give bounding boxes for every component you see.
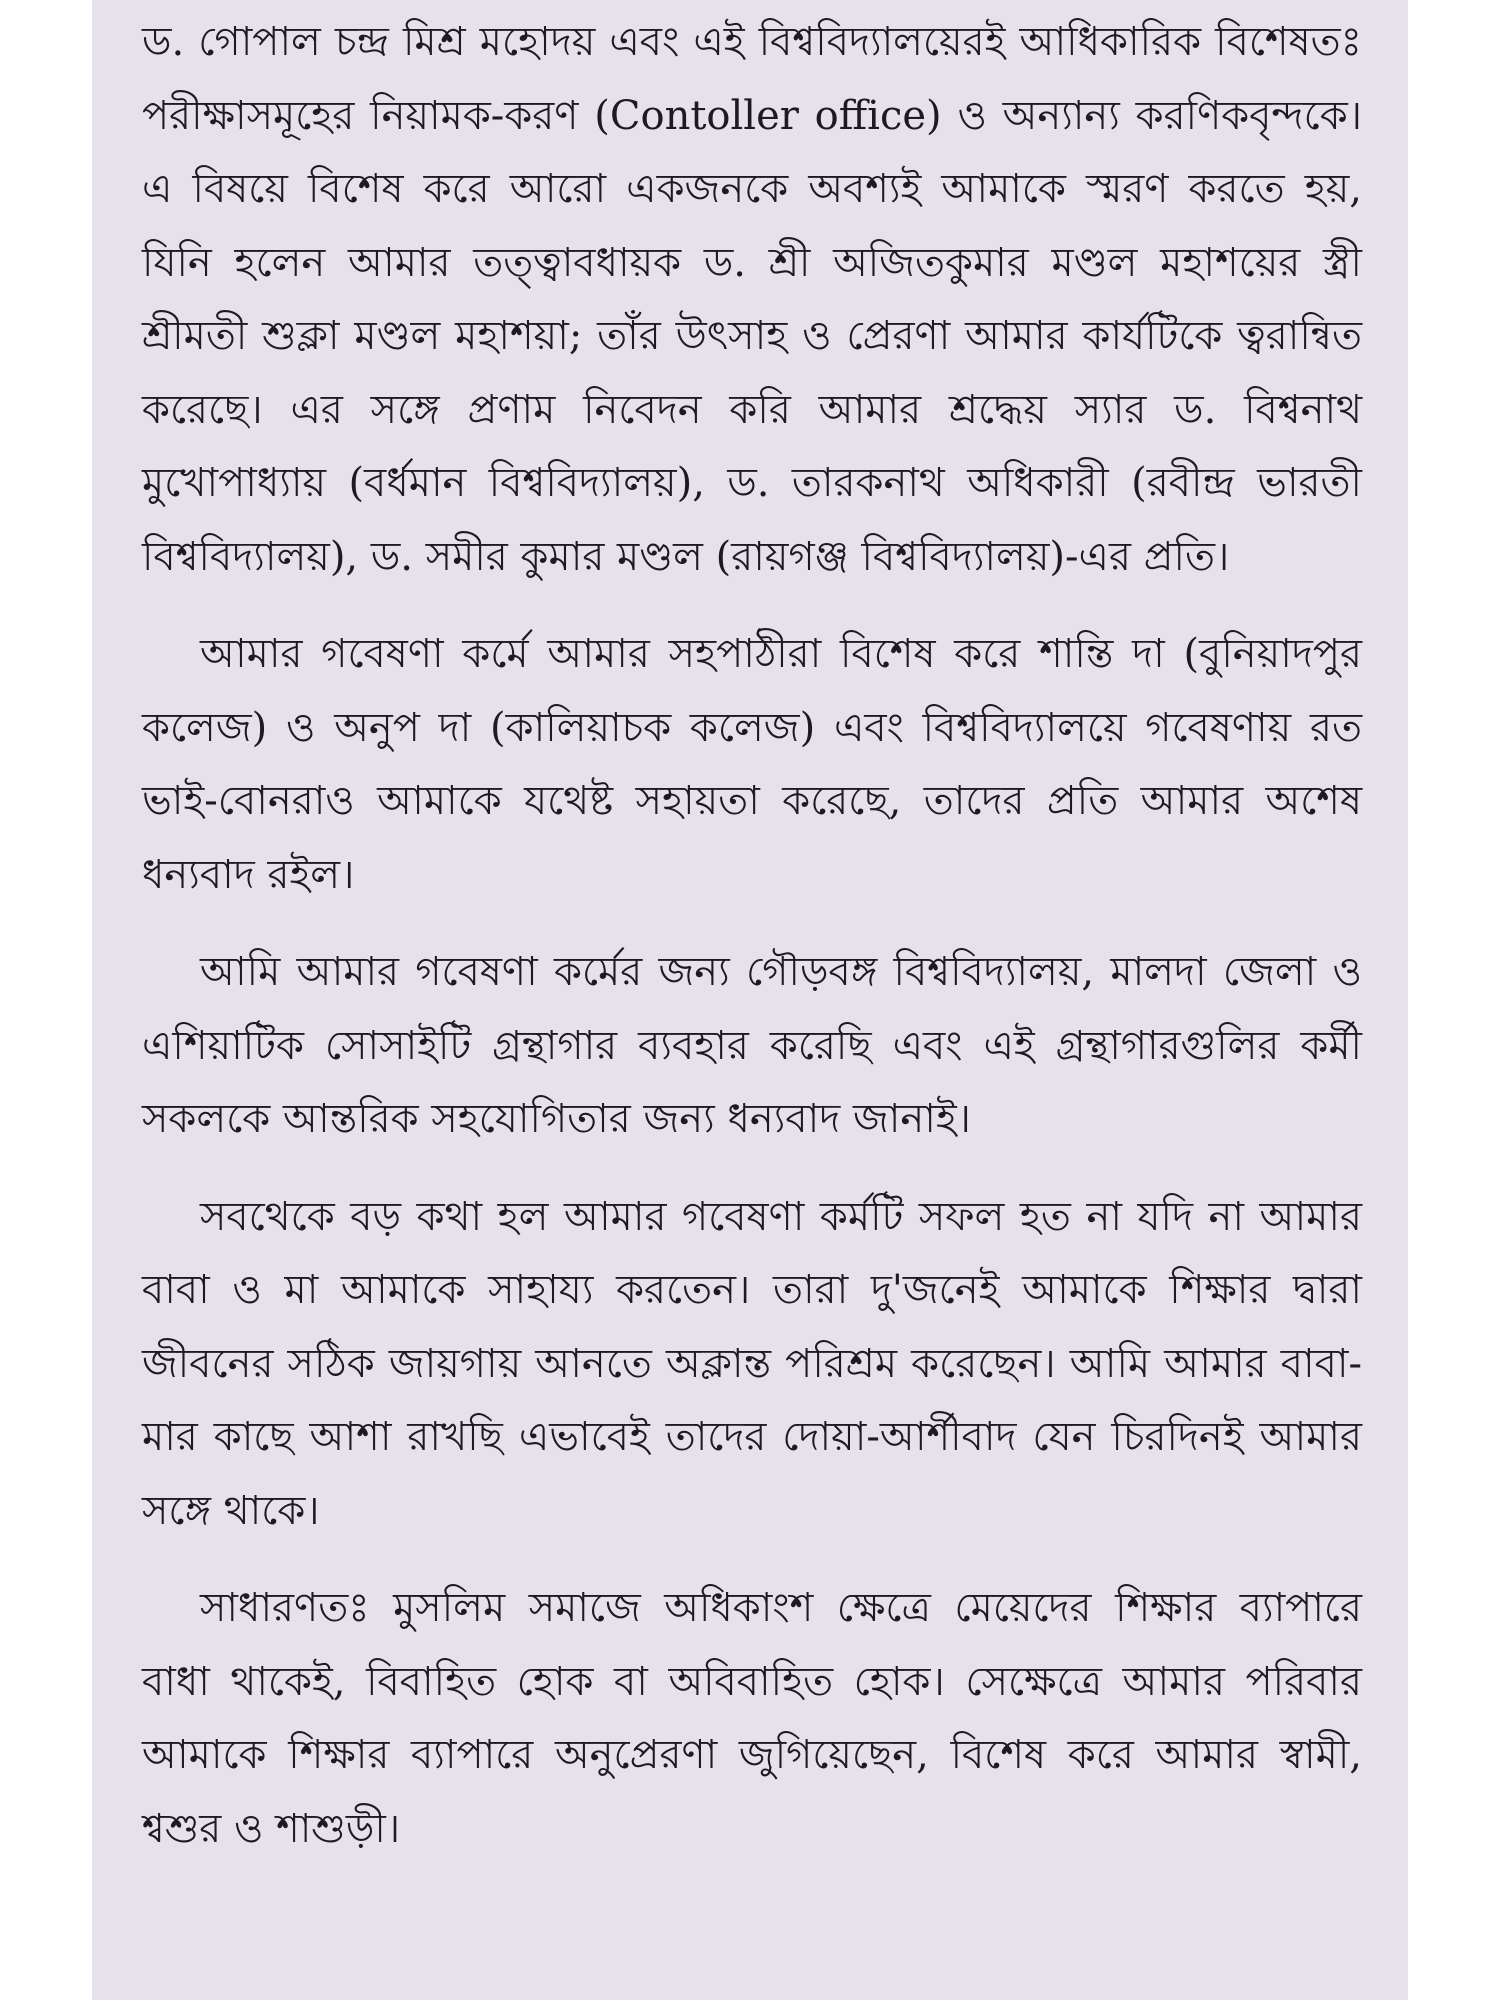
paragraph-parents: সবথেকে বড় কথা হল আমার গবেষণা কর্মটি সফল হত না যদি না আমার বাবা ও মা আমাকে সাহায্য করতেন। তারা দু'জনেই আমাকে শিক্ষার দ্বারা জীবনের সঠিক জায়গায় আনতে অক্লান্ত পরিশ্রম করেছেন। আমি আমার বাবা-মার কাছে আশা রাখছি এভাবেই তাদের দোয়া-আর্শীবাদ যেন চিরদিনই আমার সঙ্গে থাকে। bbox=[142, 1193, 1362, 1534]
scanned-page bbox=[92, 0, 1408, 2000]
paragraph-family: সাধারণতঃ মুসলিম সমাজে অধিকাংশ ক্ষেত্রে মেয়েদের শিক্ষার ব্যাপারে বাধা থাকেই, বিবাহিত হোক বা অবিবাহিত হোক। সেক্ষেত্রে আমার পরিবার আমাকে শিক্ষার ব্যাপারে অনুপ্রেরণা জুগিয়েছেন, বিশেষ করে আমার স্বামী, শ্বশুর ও শাশুড়ী। bbox=[142, 1585, 1362, 1852]
paragraph-continued-acknowledgement: ড. গোপাল চন্দ্র মিশ্র মহোদয় এবং এই বিশ্ববিদ্যালয়েরই আধিকারিক বিশেষতঃ পরীক্ষাসমূহের নিয়ামক-করণ (Contoller office) ও অন্যান্য করণিকবৃন্দকে। এ বিষয়ে বিশেষ করে আরো একজনকে অবশ্যই আমাকে স্মরণ করতে হয়, যিনি হলেন আমার তত্ত্বাবধায়ক ড. শ্রী অজিতকুমার মণ্ডল মহাশয়ের স্ত্রী শ্রীমতী শুক্লা মণ্ডল মহাশয়া; তাঁর উৎসাহ ও প্রেরণা আমার কার্যটিকে ত্বরান্বিত করেছে। এর সঙ্গে প্রণাম নিবেদন করি আমার শ্রদ্ধেয় স্যার ড. বিশ্বনাথ মুখোপাধ্যায় (বর্ধমান বিশ্ববিদ্যালয়), ড. তারকনাথ অধিকারী (রবীন্দ্র ভারতী বিশ্ববিদ্যালয়), ড. সমীর কুমার মণ্ডল (রায়গঞ্জ বিশ্ববিদ্যালয়)-এর প্রতি। bbox=[142, 19, 1362, 580]
paragraph-libraries: আমি আমার গবেষণা কর্মের জন্য গৌড়বঙ্গ বিশ্ববিদ্যালয়, মালদা জেলা ও এশিয়াটিক সোসাইটি গ্রন্থাগার ব্যবহার করেছি এবং এই গ্রন্থাগারগুলির কর্মী সকলকে আন্তরিক সহযোগিতার জন্য ধন্যবাদ জানাই। bbox=[142, 949, 1362, 1142]
paragraph-classmates: আমার গবেষণা কর্মে আমার সহপাঠীরা বিশেষ করে শান্তি দা (বুনিয়াদপুর কলেজ) ও অনুপ দা (কালিয়াচক কলেজ) এবং বিশ্ববিদ্যালয়ে গবেষণায় রত ভাই-বোনরাও আমাকে যথেষ্ট সহায়তা করেছে, তাদের প্রতি আমার অশেষ ধন্যবাদ রইল। bbox=[142, 631, 1362, 898]
